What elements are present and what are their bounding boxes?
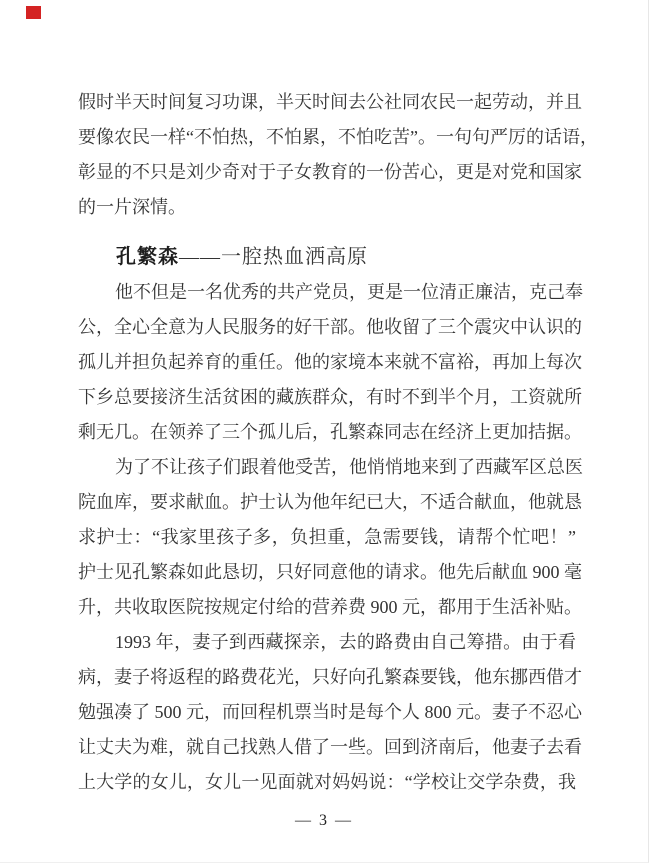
text-line: 求护士：“我家里孩子多，负担重，急需要钱，请帮个忙吧！” (78, 527, 576, 547)
text-line: 的一片深情。 (78, 197, 186, 217)
text-line: 公，全心全意为人民服务的好干部。他收留了三个震灾中认识的 (78, 317, 582, 337)
red-marker (26, 6, 41, 19)
text-line: 1993 年，妻子到西藏探亲，去的路费由自己筹措。由于看 (115, 632, 576, 652)
paragraph-1993-family-visit (78, 625, 582, 800)
page-number: — 3 — (295, 812, 353, 829)
text-line: 彰显的不只是刘少奇对于子女教育的一份苦心，更是对党和国家 (78, 162, 582, 182)
heading-person-name: 孔繁森 (116, 246, 179, 268)
text-line: 他不但是一名优秀的共产党员，更是一位清正廉洁，克己奉 (115, 282, 583, 302)
text-line: 院血库，要求献血。护士认为他年纪已大，不适合献血，他就恳 (78, 492, 582, 512)
text-line: 下乡总要接济生活贫困的藏族群众，有时不到半个月，工资就所 (78, 387, 582, 407)
paragraph-blood-donation (78, 450, 583, 625)
text-line: 剩无几。在领养了三个孤儿后，孔繁森同志在经济上更加拮据。 (78, 422, 582, 442)
text-line: 病，妻子将返程的路费花光，只好向孔繁森要钱，他东挪西借才 (78, 667, 582, 687)
text-line: 孤儿并担负起养育的重任。他的家境本来就不富裕，再加上每次 (78, 352, 582, 372)
paragraph-kong-fansen-intro (78, 275, 583, 450)
paragraph-liu-shaoqi-continuation (78, 85, 598, 225)
text-line: 为了不让孩子们跟着他受苦，他悄悄地来到了西藏军区总医 (115, 457, 583, 477)
page-content (78, 85, 598, 800)
text-line: 升，共收取医院按规定付给的营养费 900 元，都用于生活补贴。 (78, 597, 582, 617)
heading-subtitle: ——一腔热血洒高原 (179, 246, 368, 268)
text-line: 护士见孔繁森如此恳切，只好同意他的请求。他先后献血 900 毫 (78, 562, 582, 582)
text-line: 要像农民一样“不怕热，不怕累，不怕吃苦”。一句句严厉的话语， (78, 127, 598, 147)
text-line: 上大学的女儿，女儿一见面就对妈妈说：“学校让交学杂费，我 (78, 772, 576, 792)
text-line: 让丈夫为难，就自己找熟人借了一些。回到济南后，他妻子去看 (78, 737, 582, 757)
text-line: 假时半天时间复习功课，半天时间去公社同农民一起劳动，并且 (78, 92, 582, 112)
page-footer (0, 812, 648, 830)
text-line: 勉强凑了 500 元，而回程机票当时是每个人 800 元。妻子不忍心 (78, 702, 582, 722)
section-heading (116, 240, 576, 275)
